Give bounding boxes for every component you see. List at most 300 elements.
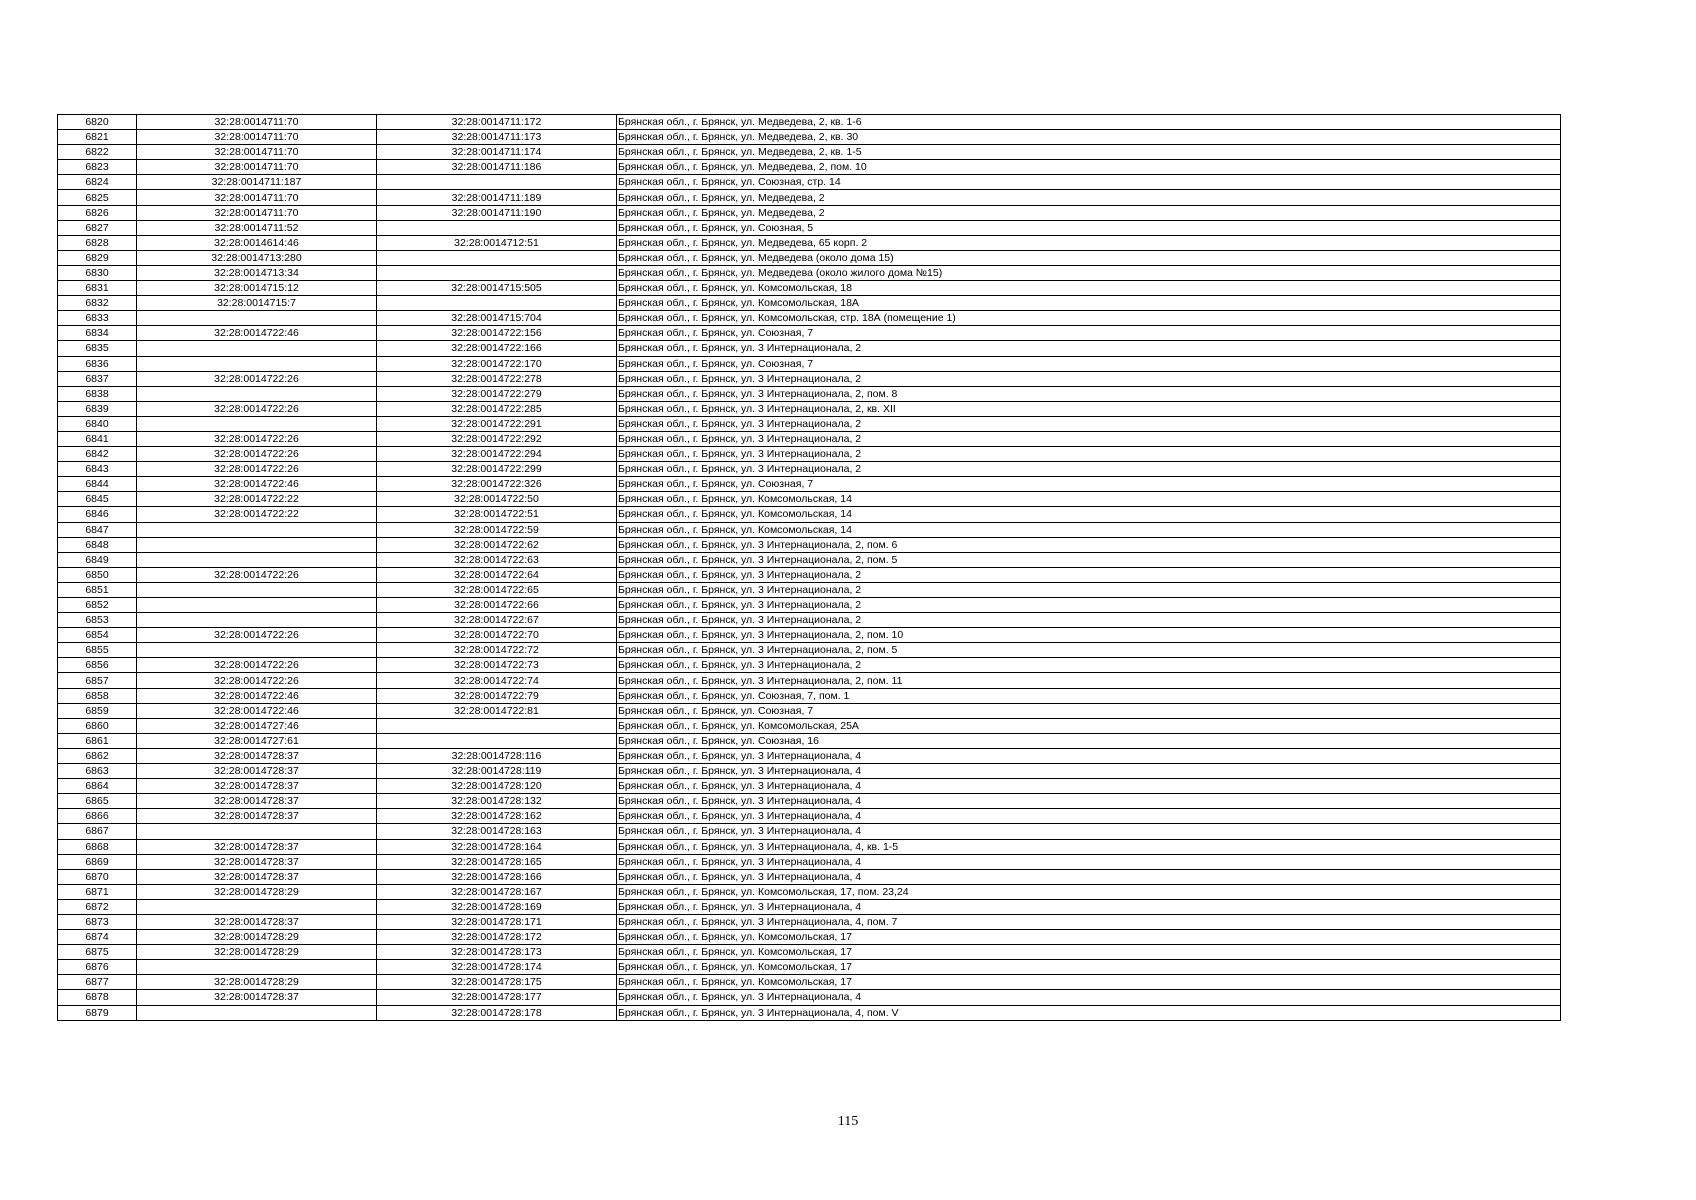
table-row: [58, 854, 1561, 869]
object-cadastral-number-cell: 32:28:0014722:170: [377, 356, 617, 371]
parent-cadastral-number-cell: 32:28:0014711:70: [137, 115, 377, 130]
table-row: [58, 899, 1561, 914]
address-cell: Брянская обл., г. Брянск, ул. Комсомольская, 14: [617, 522, 1561, 537]
address-cell: Брянская обл., г. Брянск, ул. 3 Интернационала, 2: [617, 341, 1561, 356]
row-number-cell: 6876: [58, 960, 137, 975]
object-cadastral-number-cell: 32:28:0014728:173: [377, 945, 617, 960]
parent-cadastral-number-cell: [137, 598, 377, 613]
object-cadastral-number-cell: 32:28:0014728:132: [377, 794, 617, 809]
object-cadastral-number-cell: 32:28:0014711:172: [377, 115, 617, 130]
object-cadastral-number-cell: 32:28:0014722:166: [377, 341, 617, 356]
parent-cadastral-number-cell: [137, 613, 377, 628]
object-cadastral-number-cell: 32:28:0014722:72: [377, 643, 617, 658]
parent-cadastral-number-cell: [137, 537, 377, 552]
address-cell: Брянская обл., г. Брянск, ул. Медведева (около дома 15): [617, 250, 1561, 265]
object-cadastral-number-cell: [377, 175, 617, 190]
address-cell: Брянская обл., г. Брянск, ул. 3 Интернационала, 2, пом. 8: [617, 386, 1561, 401]
address-cell: Брянская обл., г. Брянск, ул. Союзная, 7: [617, 356, 1561, 371]
row-number-cell: 6859: [58, 703, 137, 718]
parent-cadastral-number-cell: 32:28:0014728:37: [137, 990, 377, 1005]
object-cadastral-number-cell: 32:28:0014722:62: [377, 537, 617, 552]
row-number-cell: 6850: [58, 567, 137, 582]
object-cadastral-number-cell: 32:28:0014722:291: [377, 416, 617, 431]
table-row: [58, 462, 1561, 477]
table-row: [58, 764, 1561, 779]
row-number-cell: 6877: [58, 975, 137, 990]
address-cell: Брянская обл., г. Брянск, ул. Комсомольская, 17: [617, 945, 1561, 960]
address-cell: Брянская обл., г. Брянск, ул. 3 Интернационала, 2: [617, 416, 1561, 431]
address-cell: Брянская обл., г. Брянск, ул. Комсомольская, 14: [617, 492, 1561, 507]
object-cadastral-number-cell: [377, 220, 617, 235]
object-cadastral-number-cell: 32:28:0014722:65: [377, 582, 617, 597]
parent-cadastral-number-cell: 32:28:0014728:29: [137, 930, 377, 945]
row-number-cell: 6853: [58, 613, 137, 628]
address-cell: Брянская обл., г. Брянск, ул. 3 Интернационала, 2, пом. 5: [617, 552, 1561, 567]
table-row: [58, 658, 1561, 673]
object-cadastral-number-cell: 32:28:0014722:73: [377, 658, 617, 673]
object-cadastral-number-cell: 32:28:0014728:177: [377, 990, 617, 1005]
address-cell: Брянская обл., г. Брянск, ул. Союзная, 7: [617, 477, 1561, 492]
row-number-cell: 6840: [58, 416, 137, 431]
row-number-cell: 6856: [58, 658, 137, 673]
object-cadastral-number-cell: 32:28:0014728:171: [377, 914, 617, 929]
address-cell: Брянская обл., г. Брянск, ул. 3 Интернационала, 4: [617, 990, 1561, 1005]
address-cell: Брянская обл., г. Брянск, ул. Комсомольская, 17: [617, 960, 1561, 975]
address-cell: Брянская обл., г. Брянск, ул. 3 Интернационала, 2: [617, 371, 1561, 386]
table-row: [58, 447, 1561, 462]
object-cadastral-number-cell: 32:28:0014722:63: [377, 552, 617, 567]
row-number-cell: 6854: [58, 628, 137, 643]
object-cadastral-number-cell: 32:28:0014722:67: [377, 613, 617, 628]
table-row: [58, 220, 1561, 235]
parent-cadastral-number-cell: 32:28:0014713:280: [137, 250, 377, 265]
table-row: [58, 598, 1561, 613]
table-row: [58, 718, 1561, 733]
row-number-cell: 6837: [58, 371, 137, 386]
row-number-cell: 6866: [58, 809, 137, 824]
parent-cadastral-number-cell: 32:28:0014711:70: [137, 145, 377, 160]
object-cadastral-number-cell: 32:28:0014722:285: [377, 401, 617, 416]
table-row: [58, 824, 1561, 839]
address-cell: Брянская обл., г. Брянск, ул. 3 Интернационала, 4: [617, 824, 1561, 839]
row-number-cell: 6879: [58, 1005, 137, 1020]
address-cell: Брянская обл., г. Брянск, ул. 3 Интернационала, 2, кв. XII: [617, 401, 1561, 416]
object-cadastral-number-cell: 32:28:0014715:704: [377, 311, 617, 326]
object-cadastral-number-cell: 32:28:0014722:64: [377, 567, 617, 582]
table-row: [58, 492, 1561, 507]
address-cell: Брянская обл., г. Брянск, ул. Медведева, 2, кв. 1-6: [617, 115, 1561, 130]
parent-cadastral-number-cell: 32:28:0014728:37: [137, 809, 377, 824]
parent-cadastral-number-cell: 32:28:0014728:37: [137, 779, 377, 794]
object-cadastral-number-cell: 32:28:0014722:278: [377, 371, 617, 386]
address-cell: Брянская обл., г. Брянск, ул. 3 Интернационала, 2: [617, 658, 1561, 673]
table-row: [58, 673, 1561, 688]
address-cell: Брянская обл., г. Брянск, ул. 3 Интернационала, 2, пом. 5: [617, 643, 1561, 658]
row-number-cell: 6865: [58, 794, 137, 809]
table-row: [58, 431, 1561, 446]
address-cell: Брянская обл., г. Брянск, ул. Медведева (около жилого дома №15): [617, 265, 1561, 280]
parent-cadastral-number-cell: 32:28:0014728:37: [137, 764, 377, 779]
parent-cadastral-number-cell: 32:28:0014722:26: [137, 673, 377, 688]
object-cadastral-number-cell: [377, 265, 617, 280]
address-cell: Брянская обл., г. Брянск, ул. 3 Интернационала, 2: [617, 582, 1561, 597]
row-number-cell: 6848: [58, 537, 137, 552]
object-cadastral-number-cell: 32:28:0014711:186: [377, 160, 617, 175]
table-row: [58, 914, 1561, 929]
table-row: [58, 311, 1561, 326]
object-cadastral-number-cell: 32:28:0014728:166: [377, 869, 617, 884]
parent-cadastral-number-cell: 32:28:0014728:37: [137, 854, 377, 869]
page-number: 115: [837, 1114, 859, 1129]
row-number-cell: 6839: [58, 401, 137, 416]
row-number-cell: 6828: [58, 235, 137, 250]
table-row: [58, 190, 1561, 205]
address-cell: Брянская обл., г. Брянск, ул. Медведева, 2: [617, 190, 1561, 205]
parent-cadastral-number-cell: 32:28:0014711:70: [137, 205, 377, 220]
object-cadastral-number-cell: 32:28:0014728:165: [377, 854, 617, 869]
parent-cadastral-number-cell: [137, 899, 377, 914]
parent-cadastral-number-cell: 32:28:0014711:70: [137, 190, 377, 205]
parent-cadastral-number-cell: [137, 522, 377, 537]
table-row: [58, 688, 1561, 703]
table-row: [58, 130, 1561, 145]
table-row: [58, 386, 1561, 401]
row-number-cell: 6867: [58, 824, 137, 839]
address-cell: Брянская обл., г. Брянск, ул. 3 Интернационала, 2, пом. 10: [617, 628, 1561, 643]
table-row: [58, 175, 1561, 190]
object-cadastral-number-cell: 32:28:0014722:326: [377, 477, 617, 492]
row-number-cell: 6872: [58, 899, 137, 914]
object-cadastral-number-cell: 32:28:0014711:174: [377, 145, 617, 160]
address-cell: Брянская обл., г. Брянск, ул. 3 Интернационала, 4, пом. 7: [617, 914, 1561, 929]
parent-cadastral-number-cell: 32:28:0014713:34: [137, 265, 377, 280]
parent-cadastral-number-cell: [137, 416, 377, 431]
row-number-cell: 6831: [58, 281, 137, 296]
address-cell: Брянская обл., г. Брянск, ул. Медведева, 2, кв. 30: [617, 130, 1561, 145]
table-row: [58, 296, 1561, 311]
table-row: [58, 205, 1561, 220]
parent-cadastral-number-cell: 32:28:0014728:37: [137, 869, 377, 884]
table-row: [58, 160, 1561, 175]
object-cadastral-number-cell: 32:28:0014722:66: [377, 598, 617, 613]
row-number-cell: 6832: [58, 296, 137, 311]
table-row: [58, 552, 1561, 567]
address-cell: Брянская обл., г. Брянск, ул. Союзная, 7: [617, 326, 1561, 341]
address-cell: Брянская обл., г. Брянск, ул. 3 Интернационала, 2: [617, 613, 1561, 628]
row-number-cell: 6870: [58, 869, 137, 884]
address-cell: Брянская обл., г. Брянск, ул. 3 Интернационала, 4: [617, 748, 1561, 763]
object-cadastral-number-cell: 32:28:0014728:164: [377, 839, 617, 854]
row-number-cell: 6842: [58, 447, 137, 462]
object-cadastral-number-cell: 32:28:0014711:189: [377, 190, 617, 205]
row-number-cell: 6845: [58, 492, 137, 507]
row-number-cell: 6869: [58, 854, 137, 869]
table-row: [58, 930, 1561, 945]
parent-cadastral-number-cell: 32:28:0014722:26: [137, 462, 377, 477]
parent-cadastral-number-cell: 32:28:0014728:37: [137, 748, 377, 763]
address-cell: Брянская обл., г. Брянск, ул. Комсомольская, 17: [617, 930, 1561, 945]
object-cadastral-number-cell: 32:28:0014728:175: [377, 975, 617, 990]
address-cell: Брянская обл., г. Брянск, ул. Медведева, 2, пом. 10: [617, 160, 1561, 175]
object-cadastral-number-cell: [377, 718, 617, 733]
address-cell: Брянская обл., г. Брянск, ул. Союзная, 7, пом. 1: [617, 688, 1561, 703]
registry-table-body: [58, 115, 1561, 1021]
address-cell: Брянская обл., г. Брянск, ул. Комсомольская, 25А: [617, 718, 1561, 733]
object-cadastral-number-cell: 32:28:0014711:173: [377, 130, 617, 145]
row-number-cell: 6868: [58, 839, 137, 854]
object-cadastral-number-cell: 32:28:0014722:79: [377, 688, 617, 703]
address-cell: Брянская обл., г. Брянск, ул. Комсомольская, 18: [617, 281, 1561, 296]
address-cell: Брянская обл., г. Брянск, ул. 3 Интернационала, 2: [617, 462, 1561, 477]
table-row: [58, 416, 1561, 431]
parent-cadastral-number-cell: 32:28:0014722:22: [137, 507, 377, 522]
object-cadastral-number-cell: 32:28:0014728:169: [377, 899, 617, 914]
row-number-cell: 6822: [58, 145, 137, 160]
parent-cadastral-number-cell: 32:28:0014722:26: [137, 567, 377, 582]
address-cell: Брянская обл., г. Брянск, ул. Союзная, 7: [617, 703, 1561, 718]
row-number-cell: 6874: [58, 930, 137, 945]
address-cell: Брянская обл., г. Брянск, ул. Комсомольская, стр. 18А (помещение 1): [617, 311, 1561, 326]
row-number-cell: 6846: [58, 507, 137, 522]
table-row: [58, 960, 1561, 975]
address-cell: Брянская обл., г. Брянск, ул. Комсомольская, 18А: [617, 296, 1561, 311]
table-row: [58, 809, 1561, 824]
row-number-cell: 6826: [58, 205, 137, 220]
row-number-cell: 6851: [58, 582, 137, 597]
parent-cadastral-number-cell: [137, 341, 377, 356]
parent-cadastral-number-cell: 32:28:0014722:46: [137, 477, 377, 492]
table-row: [58, 115, 1561, 130]
object-cadastral-number-cell: 32:28:0014728:162: [377, 809, 617, 824]
row-number-cell: 6830: [58, 265, 137, 280]
address-cell: Брянская обл., г. Брянск, ул. 3 Интернационала, 2: [617, 567, 1561, 582]
object-cadastral-number-cell: 32:28:0014728:163: [377, 824, 617, 839]
table-row: [58, 945, 1561, 960]
object-cadastral-number-cell: [377, 250, 617, 265]
parent-cadastral-number-cell: 32:28:0014722:26: [137, 447, 377, 462]
object-cadastral-number-cell: 32:28:0014728:116: [377, 748, 617, 763]
object-cadastral-number-cell: [377, 296, 617, 311]
row-number-cell: 6841: [58, 431, 137, 446]
row-number-cell: 6844: [58, 477, 137, 492]
table-row: [58, 401, 1561, 416]
address-cell: Брянская обл., г. Брянск, ул. 3 Интернационала, 4: [617, 899, 1561, 914]
row-number-cell: 6864: [58, 779, 137, 794]
registry-table: [57, 114, 1561, 1021]
object-cadastral-number-cell: 32:28:0014722:70: [377, 628, 617, 643]
parent-cadastral-number-cell: 32:28:0014715:12: [137, 281, 377, 296]
parent-cadastral-number-cell: 32:28:0014722:46: [137, 688, 377, 703]
address-cell: Брянская обл., г. Брянск, ул. 3 Интернационала, 2: [617, 598, 1561, 613]
object-cadastral-number-cell: 32:28:0014722:299: [377, 462, 617, 477]
object-cadastral-number-cell: 32:28:0014722:81: [377, 703, 617, 718]
address-cell: Брянская обл., г. Брянск, ул. Комсомольская, 17, пом. 23,24: [617, 884, 1561, 899]
object-cadastral-number-cell: [377, 733, 617, 748]
table-row: [58, 643, 1561, 658]
parent-cadastral-number-cell: [137, 356, 377, 371]
parent-cadastral-number-cell: 32:28:0014727:46: [137, 718, 377, 733]
parent-cadastral-number-cell: 32:28:0014728:37: [137, 839, 377, 854]
table-row: [58, 975, 1561, 990]
row-number-cell: 6849: [58, 552, 137, 567]
table-row: [58, 356, 1561, 371]
table-row: [58, 733, 1561, 748]
row-number-cell: 6857: [58, 673, 137, 688]
object-cadastral-number-cell: 32:28:0014711:190: [377, 205, 617, 220]
parent-cadastral-number-cell: 32:28:0014728:37: [137, 914, 377, 929]
row-number-cell: 6863: [58, 764, 137, 779]
row-number-cell: 6838: [58, 386, 137, 401]
object-cadastral-number-cell: 32:28:0014722:279: [377, 386, 617, 401]
row-number-cell: 6858: [58, 688, 137, 703]
table-row: [58, 371, 1561, 386]
object-cadastral-number-cell: 32:28:0014722:292: [377, 431, 617, 446]
row-number-cell: 6873: [58, 914, 137, 929]
table-row: [58, 265, 1561, 280]
table-row: [58, 703, 1561, 718]
row-number-cell: 6836: [58, 356, 137, 371]
address-cell: Брянская обл., г. Брянск, ул. 3 Интернационала, 2: [617, 447, 1561, 462]
table-row: [58, 235, 1561, 250]
row-number-cell: 6875: [58, 945, 137, 960]
object-cadastral-number-cell: 32:28:0014722:59: [377, 522, 617, 537]
object-cadastral-number-cell: 32:28:0014722:294: [377, 447, 617, 462]
parent-cadastral-number-cell: [137, 824, 377, 839]
table-row: [58, 582, 1561, 597]
table-row: [58, 869, 1561, 884]
table-row: [58, 748, 1561, 763]
table-row: [58, 794, 1561, 809]
object-cadastral-number-cell: 32:28:0014722:51: [377, 507, 617, 522]
address-cell: Брянская обл., г. Брянск, ул. Медведева, 65 корп. 2: [617, 235, 1561, 250]
parent-cadastral-number-cell: 32:28:0014722:26: [137, 371, 377, 386]
parent-cadastral-number-cell: [137, 552, 377, 567]
row-number-cell: 6843: [58, 462, 137, 477]
row-number-cell: 6862: [58, 748, 137, 763]
table-row: [58, 990, 1561, 1005]
address-cell: Брянская обл., г. Брянск, ул. 3 Интернационала, 4: [617, 794, 1561, 809]
table-row: [58, 326, 1561, 341]
parent-cadastral-number-cell: 32:28:0014728:37: [137, 794, 377, 809]
parent-cadastral-number-cell: 32:28:0014711:70: [137, 160, 377, 175]
table-row: [58, 522, 1561, 537]
object-cadastral-number-cell: 32:28:0014728:172: [377, 930, 617, 945]
row-number-cell: 6871: [58, 884, 137, 899]
parent-cadastral-number-cell: [137, 582, 377, 597]
address-cell: Брянская обл., г. Брянск, ул. Комсомольская, 14: [617, 507, 1561, 522]
table-row: [58, 628, 1561, 643]
object-cadastral-number-cell: 32:28:0014712:51: [377, 235, 617, 250]
address-cell: Брянская обл., г. Брянск, ул. 3 Интернационала, 4: [617, 809, 1561, 824]
address-cell: Брянская обл., г. Брянск, ул. 3 Интернационала, 2, пом. 6: [617, 537, 1561, 552]
table-row: [58, 567, 1561, 582]
row-number-cell: 6847: [58, 522, 137, 537]
address-cell: Брянская обл., г. Брянск, ул. 3 Интернационала, 2: [617, 431, 1561, 446]
object-cadastral-number-cell: 32:28:0014728:167: [377, 884, 617, 899]
parent-cadastral-number-cell: [137, 311, 377, 326]
parent-cadastral-number-cell: 32:28:0014728:29: [137, 884, 377, 899]
row-number-cell: 6824: [58, 175, 137, 190]
row-number-cell: 6855: [58, 643, 137, 658]
object-cadastral-number-cell: 32:28:0014728:119: [377, 764, 617, 779]
address-cell: Брянская обл., г. Брянск, ул. 3 Интернационала, 4: [617, 854, 1561, 869]
row-number-cell: 6823: [58, 160, 137, 175]
table-row: [58, 613, 1561, 628]
row-number-cell: 6833: [58, 311, 137, 326]
table-row: [58, 145, 1561, 160]
table-row: [58, 281, 1561, 296]
parent-cadastral-number-cell: 32:28:0014722:26: [137, 658, 377, 673]
row-number-cell: 6825: [58, 190, 137, 205]
row-number-cell: 6878: [58, 990, 137, 1005]
row-number-cell: 6827: [58, 220, 137, 235]
address-cell: Брянская обл., г. Брянск, ул. Союзная, стр. 14: [617, 175, 1561, 190]
table-row: [58, 884, 1561, 899]
parent-cadastral-number-cell: 32:28:0014722:26: [137, 431, 377, 446]
row-number-cell: 6852: [58, 598, 137, 613]
object-cadastral-number-cell: 32:28:0014722:50: [377, 492, 617, 507]
parent-cadastral-number-cell: 32:28:0014728:29: [137, 975, 377, 990]
address-cell: Брянская обл., г. Брянск, ул. 3 Интернационала, 4: [617, 779, 1561, 794]
parent-cadastral-number-cell: 32:28:0014722:46: [137, 703, 377, 718]
parent-cadastral-number-cell: [137, 386, 377, 401]
row-number-cell: 6860: [58, 718, 137, 733]
address-cell: Брянская обл., г. Брянск, ул. 3 Интернационала, 4, кв. 1-5: [617, 839, 1561, 854]
object-cadastral-number-cell: 32:28:0014728:120: [377, 779, 617, 794]
row-number-cell: 6835: [58, 341, 137, 356]
row-number-cell: 6820: [58, 115, 137, 130]
parent-cadastral-number-cell: 32:28:0014614:46: [137, 235, 377, 250]
address-cell: Брянская обл., г. Брянск, ул. Медведева, 2, кв. 1-5: [617, 145, 1561, 160]
parent-cadastral-number-cell: 32:28:0014722:22: [137, 492, 377, 507]
table-row: [58, 839, 1561, 854]
table-row: [58, 537, 1561, 552]
address-cell: Брянская обл., г. Брянск, ул. Союзная, 16: [617, 733, 1561, 748]
parent-cadastral-number-cell: [137, 1005, 377, 1020]
parent-cadastral-number-cell: [137, 960, 377, 975]
table-row: [58, 779, 1561, 794]
address-cell: Брянская обл., г. Брянск, ул. 3 Интернационала, 4: [617, 869, 1561, 884]
object-cadastral-number-cell: 32:28:0014728:178: [377, 1005, 617, 1020]
parent-cadastral-number-cell: 32:28:0014711:52: [137, 220, 377, 235]
parent-cadastral-number-cell: [137, 643, 377, 658]
parent-cadastral-number-cell: 32:28:0014722:46: [137, 326, 377, 341]
address-cell: Брянская обл., г. Брянск, ул. Союзная, 5: [617, 220, 1561, 235]
table-row: [58, 477, 1561, 492]
table-row: [58, 1005, 1561, 1020]
row-number-cell: 6834: [58, 326, 137, 341]
parent-cadastral-number-cell: 32:28:0014711:187: [137, 175, 377, 190]
parent-cadastral-number-cell: 32:28:0014722:26: [137, 628, 377, 643]
object-cadastral-number-cell: 32:28:0014715:505: [377, 281, 617, 296]
address-cell: Брянская обл., г. Брянск, ул. 3 Интернационала, 4, пом. V: [617, 1005, 1561, 1020]
parent-cadastral-number-cell: 32:28:0014728:29: [137, 945, 377, 960]
parent-cadastral-number-cell: 32:28:0014715:7: [137, 296, 377, 311]
row-number-cell: 6821: [58, 130, 137, 145]
address-cell: Брянская обл., г. Брянск, ул. Медведева, 2: [617, 205, 1561, 220]
parent-cadastral-number-cell: 32:28:0014722:26: [137, 401, 377, 416]
parent-cadastral-number-cell: 32:28:0014727:61: [137, 733, 377, 748]
row-number-cell: 6829: [58, 250, 137, 265]
object-cadastral-number-cell: 32:28:0014722:156: [377, 326, 617, 341]
table-row: [58, 507, 1561, 522]
parent-cadastral-number-cell: 32:28:0014711:70: [137, 130, 377, 145]
address-cell: Брянская обл., г. Брянск, ул. Комсомольская, 17: [617, 975, 1561, 990]
table-row: [58, 341, 1561, 356]
address-cell: Брянская обл., г. Брянск, ул. 3 Интернационала, 2, пом. 11: [617, 673, 1561, 688]
table-row: [58, 250, 1561, 265]
address-cell: Брянская обл., г. Брянск, ул. 3 Интернационала, 4: [617, 764, 1561, 779]
